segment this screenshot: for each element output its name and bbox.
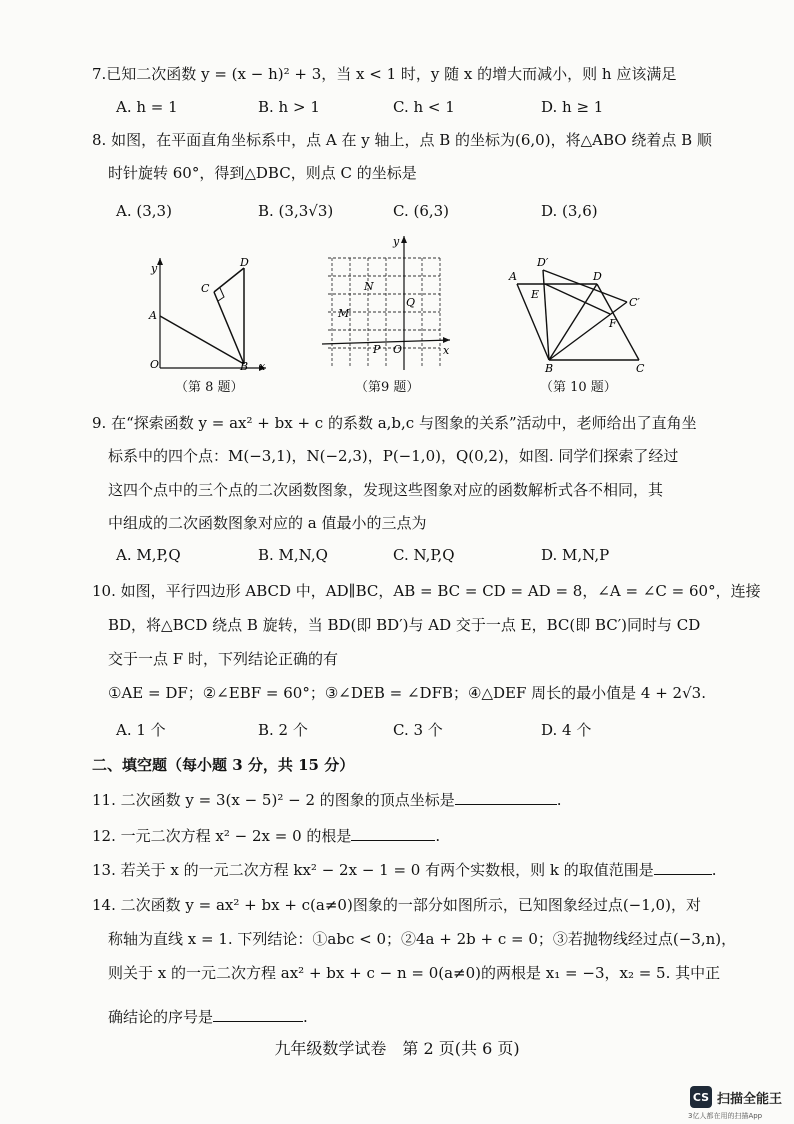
q14-line-2: 称轴为直线 x = 1. 下列结论：①abc < 0；②4a + 2b + c = 0；③若抛物线经过点(−3,n)， [108,930,737,948]
q7-stem: 7.已知二次函数 y = (x − h)² + 3，当 x < 1 时，y 随 x 的增大而减小，则 h 应该满足 [92,65,677,83]
fig8-label-b: B [240,360,249,373]
q11 [92,790,562,810]
q13-text: 13. 若关于 x 的一元二次方程 kx² − 2x − 1 = 0 有两个实数根，则 k 的取值范围是 [92,861,654,879]
scanner-app-name: 扫描全能王 [717,1091,783,1107]
q10-option-c: C. 3 个 [393,721,443,739]
fig8-label-y: y [151,262,158,275]
figure-8 [140,252,270,374]
q9-option-b: B. M,N,Q [258,546,328,564]
q7-option-a: A. h = 1 [116,98,178,116]
fig10-label-c-prime: C′ [629,296,640,309]
fig10-label-a: A [509,270,517,283]
q8-option-b: B. (3,3√3) [258,202,334,220]
fig9-label-x: x [443,344,450,357]
q9-line-2: 标系中的四个点：M(−3,1)，N(−2,3)，P(−1,0)，Q(0,2)，如图. 同学们探索了经过 [108,447,679,465]
q7-option-d: D. h ≥ 1 [541,98,604,116]
fig10-label-b: B [545,362,554,374]
fig8-label-x: x [259,360,266,373]
fig10-label-e: E [531,288,540,301]
fig8-caption: （第 8 题） [175,380,244,395]
q9-line-1: 9. 在“探索函数 y = ax² + bx + c 的系数 a,b,c 与图象的关系”活动中，老师给出了直角坐 [92,414,697,432]
fig8-label-c: C [201,282,210,295]
q10-option-b: B. 2 个 [258,721,308,739]
q13-answer-blank[interactable] [654,860,712,875]
fig8-label-a: A [149,309,157,322]
q9-line-4: 中组成的二次函数图象对应的 a 值最小的三点为 [108,514,427,532]
fig9-label-y: y [393,235,400,248]
fig10-caption: （第 10 题） [540,380,617,395]
q11-text: 11. 二次函数 y = 3(x − 5)² − 2 的图象的顶点坐标是 [92,791,455,809]
fig9-label-o: O [393,343,403,356]
q14-line-4-wrap [108,1007,308,1027]
fig10-label-d: D [593,270,602,283]
scanner-logo-icon: CS [690,1086,712,1108]
q14-answer-blank[interactable] [213,1007,303,1022]
figure-9 [318,232,454,372]
q10-line-4: ①AE = DF；②∠EBF = 60°；③∠DEB = ∠DFB；④△DEF 周长的最小值是 4 + 2√3. [108,684,706,702]
q9-option-a: A. M,P,Q [116,546,181,564]
fig10-label-c: C [636,362,645,374]
fig9-label-q: Q [406,296,416,309]
fig9-label-m: M [338,307,350,320]
q8-option-c: C. (6,3) [393,202,450,220]
q12-answer-blank[interactable] [351,826,435,841]
q14-line-3: 则关于 x 的一元二次方程 ax² + bx + c − n = 0(a≠0)的两根是 x₁ = −3，x₂ = 5. 其中正 [108,964,721,982]
q12-text: 12. 一元二次方程 x² − 2x = 0 的根是 [92,827,352,845]
q8-stem-line-2: 时针旋转 60°，得到△DBC，则点 C 的坐标是 [108,164,417,182]
q13 [92,860,717,880]
q10-option-a: A. 1 个 [116,721,166,739]
q8-stem-line-1: 8. 如图，在平面直角坐标系中，点 A 在 y 轴上，点 B 的坐标为(6,0)，将△ABO 绕着点 B 顺 [92,131,712,149]
q9-option-d: D. M,N,P [541,546,610,564]
page-footer: 九年级数学试卷 第 2 页(共 6 页) [274,1039,520,1058]
q12 [92,826,440,846]
q13-end: . [711,861,717,879]
q9-option-c: C. N,P,Q [393,546,455,564]
q10-line-3: 交于一点 F 时，下列结论正确的有 [108,650,338,668]
fig9-caption: （第9 题） [355,380,420,395]
q8-option-d: D. (3,6) [541,202,598,220]
q9-line-3: 这四个点中的三个点的二次函数图象，发现这些图象对应的函数解析式各不相同，其 [108,481,664,499]
q8-option-a: A. (3,3) [116,202,172,220]
scanner-watermark [690,1086,782,1108]
fig9-label-p: P [373,343,381,356]
q14-end: . [303,1008,308,1026]
q10-line-2: BD，将△BCD 绕点 B 旋转，当 BD(即 BD′)与 AD 交于一点 E，BC(即 BC′)同时与 CD [108,616,701,634]
q7-option-c: C. h < 1 [393,98,455,116]
fig10-label-f: F [609,317,617,330]
q11-answer-blank[interactable] [455,790,557,805]
q7-option-b: B. h > 1 [258,98,320,116]
fig10-label-d-prime: D′ [537,256,549,269]
q14-line-4: 确结论的序号是 [108,1008,214,1026]
q14-line-1: 14. 二次函数 y = ax² + bx + c(a≠0)图象的一部分如图所示，已知图象经过点(−1,0)，对 [92,896,701,914]
q10-line-1: 10. 如图，平行四边形 ABCD 中，AD∥BC，AB = BC = CD = AD = 8，∠A = ∠C = 60°，连接 [92,582,761,600]
figure-10 [505,254,655,374]
q11-end: . [556,791,562,809]
fig8-label-o: O [150,358,160,371]
fig9-label-n: N [364,280,374,293]
fig8-label-d: D [240,256,249,269]
section-2-title: 二、填空题（每小题 3 分，共 15 分） [92,756,355,774]
q12-end: . [435,827,441,845]
q10-option-d: D. 4 个 [541,721,592,739]
scanner-tagline: 3亿人都在用的扫描App [688,1112,763,1120]
